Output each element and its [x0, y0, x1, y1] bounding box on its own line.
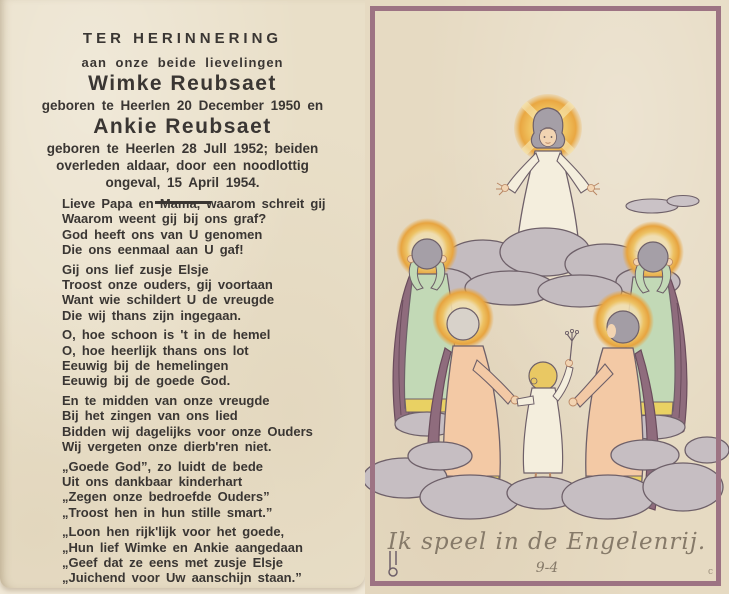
birth-line-1: geboren te Heerlen 20 December 1950 en	[41, 98, 324, 113]
verse-6	[62, 524, 326, 586]
verse-line: „Zegen onze bedroefde Ouders”	[62, 489, 270, 505]
left-page	[0, 0, 365, 588]
verse-2	[62, 262, 326, 324]
verse-line: „Goede God”, zo luidt de bede	[62, 458, 264, 474]
verse-line: God heeft ons van U genomen	[62, 226, 263, 242]
memorial-subtitle: aan onze beide lievelingen	[81, 55, 284, 70]
head	[412, 239, 442, 269]
verse-line: „Hun lief Wimke en Ankie aangedaan	[62, 539, 303, 555]
cloud-small-right	[626, 196, 699, 214]
verse-line: Want wie schildert U de vreugde	[62, 292, 275, 308]
verse-line: Uit ons dankbaar kinderhart	[62, 473, 243, 489]
verse-line: Die ons eenmaal aan U gaf!	[62, 242, 244, 258]
verse-line: Lieve Papa en Mama, waarom schreit gij	[62, 196, 326, 211]
verse-line: En te midden van onze vreugde	[62, 392, 270, 408]
verse-line: Eeuwig bij de goede God.	[62, 373, 231, 389]
birth-line-2: geboren te Heerlen 28 Jull 1952; beiden	[46, 141, 319, 156]
verse-3	[62, 327, 326, 389]
right-page	[365, 0, 729, 594]
verse-1	[62, 196, 326, 258]
deceased-name-2: Ankie Reubsaet	[93, 115, 272, 138]
head	[529, 362, 557, 390]
verse-line: O, hoe schoon is 't in de hemel	[62, 327, 271, 343]
verse-line: Troost onze ouders, gij voortaan	[62, 277, 273, 293]
verse-line: „Troost hen in hun stille smart.”	[62, 504, 273, 520]
child-figure	[517, 329, 579, 493]
verse-line: Eeuwig bij de hemelingen	[62, 358, 229, 374]
verse-line: „Geef dat ze eens met zusje Elsje	[62, 554, 283, 570]
head	[638, 242, 668, 272]
verse-5	[62, 459, 326, 521]
picture-caption: Ik speel in de Engelenrij.	[387, 529, 707, 555]
head	[447, 308, 479, 340]
verse-line: Gij ons lief zusje Elsje	[62, 261, 209, 277]
verse-line: O, hoe heerlijk thans ons lot	[62, 342, 249, 358]
memorial-header	[10, 30, 355, 204]
verse-line: Waarom weent gij bij ons graf?	[62, 211, 267, 227]
verse-line: „Juichend voor Uw aanschijn staan.”	[62, 570, 302, 586]
memorial-title: TER HERINNERING	[82, 30, 283, 47]
memorial-poem	[62, 196, 326, 590]
verse-line: Bidden wij dagelijks voor onze Ouders	[62, 423, 313, 439]
plate-number: 9-4	[535, 560, 559, 576]
death-line-2: ongeval, 15 April 1954.	[105, 175, 260, 190]
verse-line: Die wij thans zijn ingegaan.	[62, 307, 242, 323]
angels-illustration	[365, 0, 729, 594]
verse-line: „Loon hen rijk'lijk voor het goede,	[62, 524, 285, 540]
verse-line: Wij vergeten onze dierb'ren niet.	[62, 439, 272, 455]
verse-4	[62, 393, 326, 455]
deceased-name-1: Wimke Reubsaet	[88, 72, 277, 95]
verse-line: Bij het zingen van ons lied	[62, 408, 238, 424]
flower-stick	[570, 341, 572, 361]
death-line-1: overleden aldaar, door een noodlottig	[56, 158, 309, 173]
copyright-mark: c	[707, 567, 713, 577]
